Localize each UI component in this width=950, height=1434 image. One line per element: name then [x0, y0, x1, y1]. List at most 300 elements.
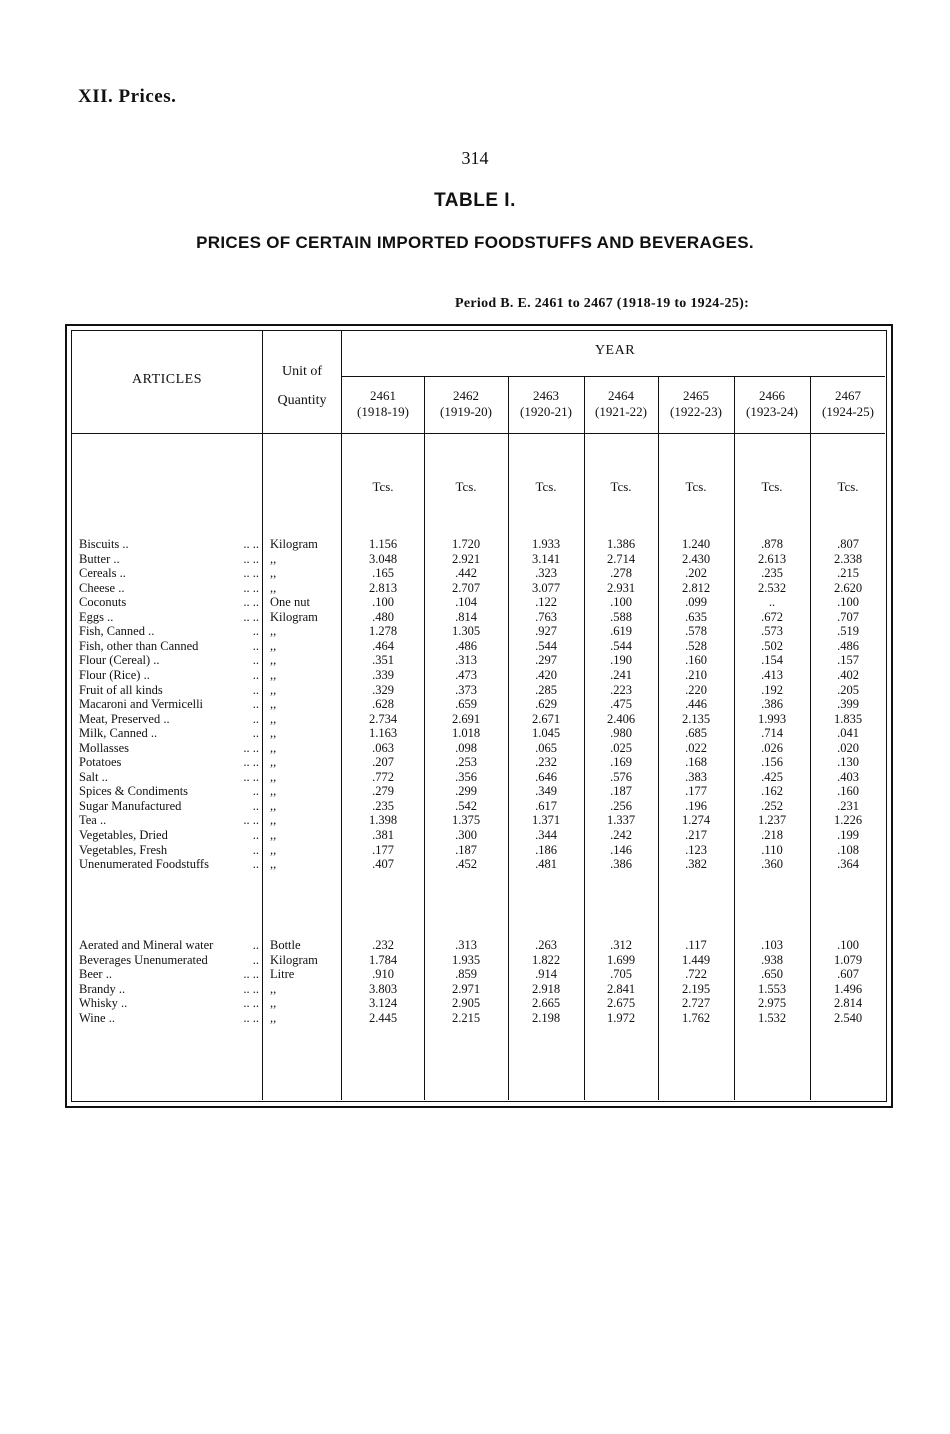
- value-cell: 2.707: [451, 580, 481, 595]
- value-cell: 2.975: [757, 996, 787, 1011]
- value-cell: .063: [372, 740, 394, 755]
- value-cell: 2.532: [757, 580, 787, 595]
- value-cell: 1.226: [833, 813, 863, 828]
- value-cell: .519: [837, 624, 859, 639]
- leader-dots: ..: [252, 711, 259, 726]
- value-cell: .235: [372, 798, 394, 813]
- article-name: [79, 843, 262, 858]
- value-cell: .122: [535, 595, 557, 610]
- article-name: [79, 784, 262, 799]
- value-cell: .210: [685, 667, 707, 682]
- value-cell: .098: [455, 740, 477, 755]
- value-cell: 1.822: [531, 952, 561, 967]
- value-cell: .619: [610, 624, 632, 639]
- value-cell: .025: [610, 740, 632, 755]
- value-cell: .205: [837, 682, 859, 697]
- value-cell: 2.841: [606, 981, 636, 996]
- value-cell: .705: [610, 967, 632, 982]
- article-name: [79, 639, 262, 654]
- article-label: Macaroni and Vermicelli: [79, 697, 204, 712]
- unit-cell: Bottle: [270, 938, 301, 952]
- value-cell: 2.931: [606, 580, 636, 595]
- leader-dots: .. ..: [243, 755, 259, 770]
- article-label: Beverages Unenumerated: [79, 952, 208, 967]
- value-cell: 1.305: [451, 624, 481, 639]
- value-cell: .313: [455, 938, 477, 952]
- value-cell: .299: [455, 784, 477, 799]
- leader-dots: .. ..: [243, 813, 259, 828]
- value-cell: .807: [837, 537, 859, 551]
- value-cell: 1.337: [606, 813, 636, 828]
- value-cell: .130: [837, 755, 859, 770]
- value-cell: .659: [455, 697, 477, 712]
- value-cell: 2.620: [833, 580, 863, 595]
- value-cell: .542: [455, 798, 477, 813]
- article-label: Coconuts: [79, 595, 127, 610]
- value-cell: 2.198: [531, 1010, 561, 1025]
- unit-cell: Kilogram: [270, 537, 318, 551]
- article-name: [79, 1011, 262, 1026]
- article-name: [79, 552, 262, 567]
- value-cell: .486: [455, 638, 477, 653]
- article-label: Brandy ..: [79, 981, 126, 996]
- article-name: [79, 712, 262, 727]
- value-cell: .473: [455, 667, 477, 682]
- value-cell: .420: [535, 667, 557, 682]
- currency-label: Tcs.: [761, 479, 783, 494]
- value-cell: .168: [685, 755, 707, 770]
- unit-cell: ,,: [270, 740, 277, 755]
- articles-header: ARTICLES: [131, 372, 203, 387]
- unit-cell: ,,: [270, 638, 277, 653]
- value-cell: .814: [455, 609, 477, 624]
- value-cell: .381: [372, 828, 394, 842]
- year-be: 2466: [759, 388, 785, 403]
- article-label: Eggs ..: [79, 609, 114, 624]
- value-cell: .100: [372, 595, 394, 610]
- unit-cell: ,,: [270, 697, 277, 712]
- value-cell: .026: [761, 740, 783, 755]
- year-be: 2464: [608, 388, 634, 403]
- value-cell: .480: [372, 609, 394, 624]
- article-name: [79, 770, 262, 785]
- leader-dots: .. ..: [243, 981, 259, 996]
- unit-cell: ,,: [270, 726, 277, 741]
- value-cell: 1.018: [451, 726, 481, 741]
- value-cell: .910: [372, 967, 394, 982]
- value-cell: .573: [761, 624, 783, 639]
- unit-cell: ,,: [270, 667, 277, 682]
- value-cell: 2.540: [833, 1010, 863, 1025]
- value-cell: .177: [685, 784, 707, 799]
- leader-dots: ..: [252, 828, 259, 842]
- value-cell: .279: [372, 784, 394, 799]
- year-header-rule: [342, 376, 885, 377]
- value-cell: .110: [761, 842, 783, 857]
- leader-dots: .. ..: [243, 595, 259, 610]
- value-cell: .196: [685, 798, 707, 813]
- value-cell: .481: [535, 857, 557, 872]
- year-be: 2465: [683, 388, 709, 403]
- article-label: Vegetables, Dried: [79, 828, 168, 842]
- currency-label: Tcs.: [837, 479, 859, 494]
- value-cell: 2.714: [606, 551, 636, 566]
- value-cell: .108: [837, 842, 859, 857]
- value-cell: .041: [837, 726, 859, 741]
- value-cell: .217: [685, 828, 707, 842]
- value-cell: .231: [837, 798, 859, 813]
- value-cell: .252: [761, 798, 783, 813]
- value-cell: 2.665: [531, 996, 561, 1011]
- article-label: Beer ..: [79, 967, 112, 982]
- unit-cell: ,,: [270, 551, 277, 566]
- value-cell: .707: [837, 609, 859, 624]
- value-cell: 1.386: [606, 537, 636, 551]
- value-cell: .617: [535, 798, 557, 813]
- year-column-header: [506, 388, 586, 420]
- value-cell: .399: [837, 697, 859, 712]
- value-cell: .300: [455, 828, 477, 842]
- value-cell: 2.813: [368, 580, 398, 595]
- article-label: Butter ..: [79, 551, 120, 566]
- value-cell: 2.406: [606, 711, 636, 726]
- article-label: Flour (Cereal) ..: [79, 653, 160, 668]
- currency-label: Tcs.: [372, 479, 394, 494]
- year-column-header: [343, 388, 423, 420]
- article-name: [79, 566, 262, 581]
- article-name: [79, 668, 262, 683]
- unit-cell: ,,: [270, 769, 277, 784]
- unit-cell: ,,: [270, 996, 277, 1011]
- value-cell: 1.553: [757, 981, 787, 996]
- article-name: [79, 683, 262, 698]
- article-label: Cereals ..: [79, 566, 126, 581]
- value-cell: 1.935: [451, 952, 481, 967]
- value-cell: .278: [610, 566, 632, 581]
- value-cell: .020: [837, 740, 859, 755]
- article-label: Aerated and Mineral water: [79, 938, 214, 952]
- value-cell: .722: [685, 967, 707, 982]
- value-cell: 1.278: [368, 624, 398, 639]
- unit-cell: ,,: [270, 755, 277, 770]
- year-column-header: [732, 388, 812, 420]
- year-ad: (1919-20): [440, 404, 492, 419]
- value-cell: .313: [455, 653, 477, 668]
- value-cell: .232: [535, 755, 557, 770]
- value-cell: 1.371: [531, 813, 561, 828]
- article-name: [79, 813, 262, 828]
- article-label: Fruit of all kinds: [79, 682, 163, 697]
- value-cell: .146: [610, 842, 632, 857]
- value-cell: .413: [761, 667, 783, 682]
- value-cell: .190: [610, 653, 632, 668]
- value-cell: .223: [610, 682, 632, 697]
- article-name: [79, 857, 262, 872]
- value-cell: .312: [610, 938, 632, 952]
- value-cell: .215: [837, 566, 859, 581]
- value-cell: 2.135: [681, 711, 711, 726]
- value-cell: .383: [685, 769, 707, 784]
- value-cell: .232: [372, 938, 394, 952]
- value-cell: ..: [768, 595, 776, 610]
- value-cell: 2.734: [368, 711, 398, 726]
- value-cell: .672: [761, 609, 783, 624]
- value-cell: 2.215: [451, 1010, 481, 1025]
- value-cell: 3.141: [531, 551, 561, 566]
- unit-cell: ,,: [270, 682, 277, 697]
- article-name: [79, 610, 262, 625]
- unit-cell: ,,: [270, 784, 277, 799]
- value-cell: .403: [837, 769, 859, 784]
- value-cell: 1.835: [833, 711, 863, 726]
- value-cell: 2.812: [681, 580, 711, 595]
- article-label: Sugar Manufactured: [79, 798, 182, 813]
- article-label: Tea ..: [79, 813, 107, 828]
- value-cell: .162: [761, 784, 783, 799]
- value-cell: 3.077: [531, 580, 561, 595]
- leader-dots: .. ..: [243, 967, 259, 982]
- leader-dots: ..: [252, 842, 259, 857]
- value-cell: .177: [372, 842, 394, 857]
- value-cell: 1.972: [606, 1010, 636, 1025]
- value-cell: .360: [761, 857, 783, 872]
- year-column-header: [426, 388, 506, 420]
- article-name: [79, 982, 262, 997]
- leader-dots: .. ..: [243, 566, 259, 581]
- unit-cell: ,,: [270, 842, 277, 857]
- leader-dots: ..: [252, 726, 259, 741]
- value-cell: .628: [372, 697, 394, 712]
- article-name: [79, 653, 262, 668]
- unit-cell: ,,: [270, 580, 277, 595]
- value-cell: 1.449: [681, 952, 711, 967]
- leader-dots: ..: [252, 667, 259, 682]
- year-ad: (1921-22): [595, 404, 647, 419]
- leader-dots: .. ..: [243, 1010, 259, 1025]
- value-cell: .407: [372, 857, 394, 872]
- value-cell: .578: [685, 624, 707, 639]
- value-cell: 1.375: [451, 813, 481, 828]
- unit-cell: ,,: [270, 828, 277, 842]
- value-cell: .486: [837, 638, 859, 653]
- article-name: [79, 755, 262, 770]
- unit-cell: ,,: [270, 1010, 277, 1025]
- value-cell: .154: [761, 653, 783, 668]
- year-be: 2463: [533, 388, 559, 403]
- year-be: 2467: [835, 388, 861, 403]
- value-cell: 1.398: [368, 813, 398, 828]
- value-cell: 3.048: [368, 551, 398, 566]
- value-cell: .220: [685, 682, 707, 697]
- value-cell: .186: [535, 842, 557, 857]
- value-cell: .351: [372, 653, 394, 668]
- value-cell: .323: [535, 566, 557, 581]
- value-cell: .187: [455, 842, 477, 857]
- value-cell: .576: [610, 769, 632, 784]
- value-cell: .772: [372, 769, 394, 784]
- value-cell: 1.699: [606, 952, 636, 967]
- value-cell: 2.918: [531, 981, 561, 996]
- leader-dots: ..: [252, 638, 259, 653]
- article-label: Meat, Preserved ..: [79, 711, 170, 726]
- article-label: Vegetables, Fresh: [79, 842, 168, 857]
- value-cell: .528: [685, 638, 707, 653]
- leader-dots: .. ..: [243, 740, 259, 755]
- article-name: [79, 726, 262, 741]
- leader-dots: .. ..: [243, 996, 259, 1011]
- col-divider-unit: [341, 331, 342, 1100]
- leader-dots: .. ..: [243, 769, 259, 784]
- article-name: [79, 697, 262, 712]
- article-name: [79, 799, 262, 814]
- unit-cell: ,,: [270, 798, 277, 813]
- value-cell: .452: [455, 857, 477, 872]
- article-name: [79, 595, 262, 610]
- currency-label: Tcs.: [455, 479, 477, 494]
- article-label: Fish, other than Canned: [79, 638, 199, 653]
- article-name: [79, 938, 262, 953]
- value-cell: .192: [761, 682, 783, 697]
- unit-cell: ,,: [270, 624, 277, 639]
- leader-dots: ..: [252, 938, 259, 952]
- value-cell: .165: [372, 566, 394, 581]
- value-cell: 2.727: [681, 996, 711, 1011]
- unit-cell: One nut: [270, 595, 310, 610]
- unit-cell: Kilogram: [270, 952, 318, 967]
- value-cell: 2.195: [681, 981, 711, 996]
- leader-dots: ..: [252, 857, 259, 872]
- value-cell: .442: [455, 566, 477, 581]
- year-column-header: [656, 388, 736, 420]
- year-ad: (1920-21): [520, 404, 572, 419]
- year-column-header: [808, 388, 888, 420]
- value-cell: .859: [455, 967, 477, 982]
- article-label: Fish, Canned ..: [79, 624, 155, 639]
- value-cell: 1.240: [681, 537, 711, 551]
- article-name: [79, 996, 262, 1011]
- unit-cell: Kilogram: [270, 609, 318, 624]
- value-cell: 2.814: [833, 996, 863, 1011]
- value-cell: .980: [610, 726, 632, 741]
- value-cell: .373: [455, 682, 477, 697]
- unit-cell: ,,: [270, 711, 277, 726]
- year-be: 2461: [370, 388, 396, 403]
- value-cell: .123: [685, 842, 707, 857]
- value-cell: .544: [535, 638, 557, 653]
- value-cell: 1.045: [531, 726, 561, 741]
- table-subtitle: PRICES OF CERTAIN IMPORTED FOODSTUFFS AND BEVERAGES.: [196, 233, 754, 252]
- value-cell: .187: [610, 784, 632, 799]
- value-cell: .100: [837, 595, 859, 610]
- value-cell: .878: [761, 537, 783, 551]
- article-label: Salt ..: [79, 769, 108, 784]
- year-ad: (1923-24): [746, 404, 798, 419]
- value-cell: .635: [685, 609, 707, 624]
- value-cell: 1.532: [757, 1010, 787, 1025]
- unit-cell: ,,: [270, 981, 277, 996]
- value-cell: 2.921: [451, 551, 481, 566]
- leader-dots: ..: [252, 624, 259, 639]
- value-cell: .099: [685, 595, 707, 610]
- leader-dots: .. ..: [243, 580, 259, 595]
- article-name: [79, 581, 262, 596]
- value-cell: 1.993: [757, 711, 787, 726]
- leader-dots: ..: [252, 682, 259, 697]
- value-cell: .202: [685, 566, 707, 581]
- value-cell: .349: [535, 784, 557, 799]
- article-label: Whisky ..: [79, 996, 128, 1011]
- value-cell: .344: [535, 828, 557, 842]
- value-cell: .256: [610, 798, 632, 813]
- value-cell: 1.762: [681, 1010, 711, 1025]
- leader-dots: ..: [252, 653, 259, 668]
- leader-dots: .. ..: [243, 551, 259, 566]
- article-label: Wine ..: [79, 1010, 115, 1025]
- period-label: Period B. E. 2461 to 2467 (1918-19 to 1924-25):: [455, 296, 750, 311]
- value-cell: .218: [761, 828, 783, 842]
- value-cell: 1.079: [833, 952, 863, 967]
- year-ad: (1922-23): [670, 404, 722, 419]
- article-label: Unenumerated Foodstuffs: [79, 857, 209, 872]
- value-cell: .100: [837, 938, 859, 952]
- value-cell: .927: [535, 624, 557, 639]
- value-cell: .629: [535, 697, 557, 712]
- article-label: Flour (Rice) ..: [79, 667, 150, 682]
- header-bottom-rule: [72, 433, 885, 434]
- article-name: [79, 624, 262, 639]
- unit-header-line1: Unit of: [281, 364, 323, 379]
- unit-cell: ,,: [270, 653, 277, 668]
- leader-dots: ..: [252, 697, 259, 712]
- col-divider-articles: [262, 331, 263, 1100]
- article-label: Biscuits ..: [79, 537, 129, 551]
- leader-dots: ..: [252, 784, 259, 799]
- currency-label: Tcs.: [535, 479, 557, 494]
- value-cell: 3.803: [368, 981, 398, 996]
- unit-cell: Litre: [270, 967, 295, 982]
- value-cell: 1.720: [451, 537, 481, 551]
- leader-dots: .. ..: [243, 609, 259, 624]
- value-cell: .160: [837, 784, 859, 799]
- section-heading: XII. Prices.: [78, 86, 177, 107]
- article-label: Spices & Condiments: [79, 784, 189, 799]
- article-label: Cheese ..: [79, 580, 125, 595]
- value-cell: .464: [372, 638, 394, 653]
- value-cell: 1.237: [757, 813, 787, 828]
- value-cell: .157: [837, 653, 859, 668]
- value-cell: 2.675: [606, 996, 636, 1011]
- value-cell: 2.430: [681, 551, 711, 566]
- value-cell: .646: [535, 769, 557, 784]
- value-cell: .914: [535, 967, 557, 982]
- unit-cell: ,,: [270, 813, 277, 828]
- value-cell: .402: [837, 667, 859, 682]
- value-cell: .386: [610, 857, 632, 872]
- article-label: Potatoes: [79, 755, 122, 770]
- unit-header: [264, 357, 340, 415]
- year-ad: (1924-25): [822, 404, 874, 419]
- value-cell: .103: [761, 938, 783, 952]
- leader-dots: .. ..: [243, 537, 259, 551]
- year-header: YEAR: [594, 343, 636, 358]
- value-cell: .297: [535, 653, 557, 668]
- table-title: TABLE I.: [434, 190, 516, 211]
- value-cell: .386: [761, 697, 783, 712]
- article-label: Mollasses: [79, 740, 129, 755]
- value-cell: .329: [372, 682, 394, 697]
- page-number: 314: [461, 148, 489, 168]
- value-cell: .356: [455, 769, 477, 784]
